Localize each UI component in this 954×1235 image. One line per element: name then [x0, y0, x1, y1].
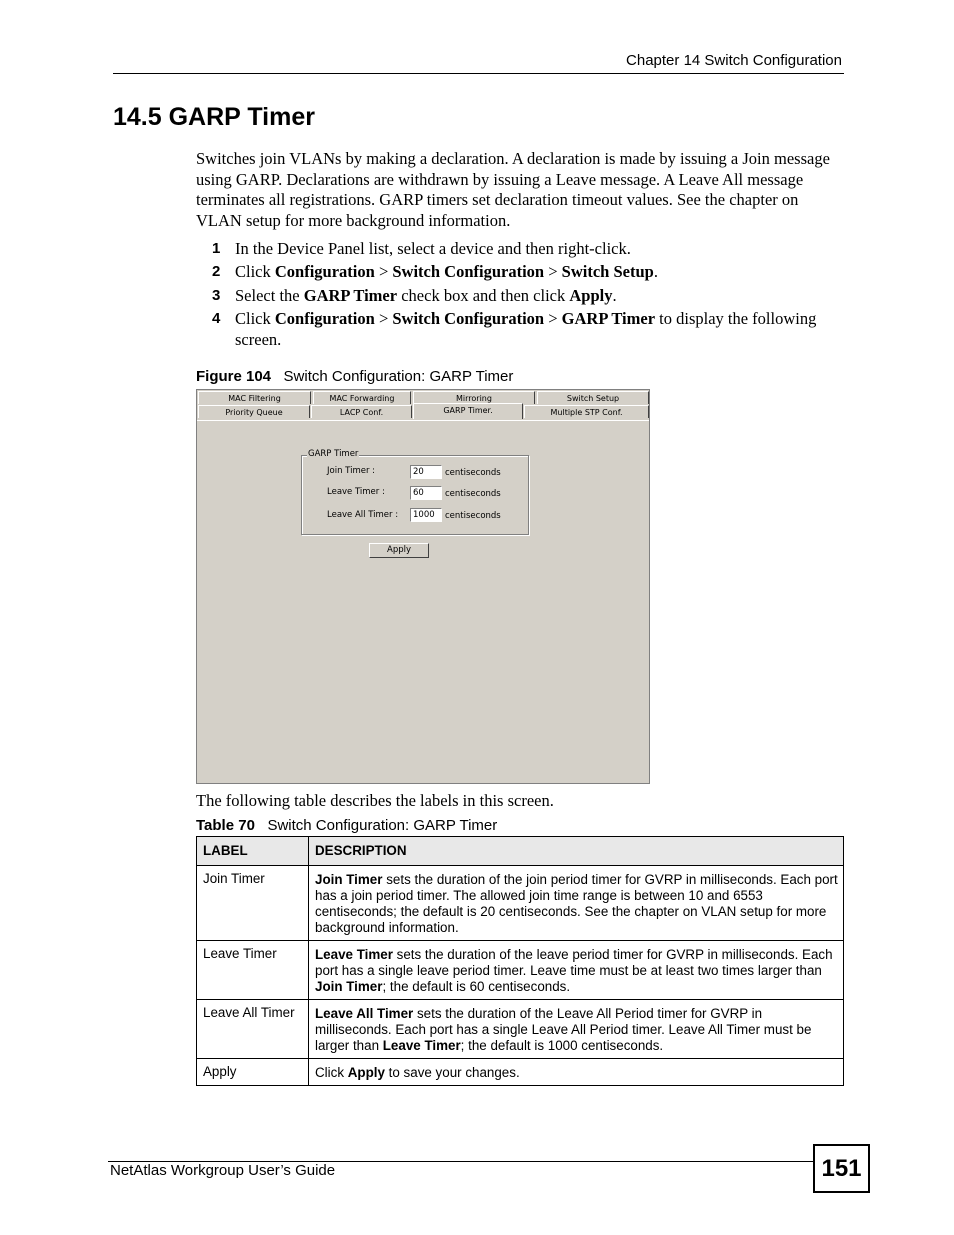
tab-priority-queue[interactable]: Priority Queue — [198, 405, 310, 418]
figure-caption: Figure 104 Switch Configuration: GARP Timer — [196, 368, 514, 385]
row-label: Leave All Timer — [197, 1000, 309, 1059]
table-header-row — [197, 837, 844, 866]
header-divider — [113, 73, 844, 74]
row-label: Apply — [197, 1059, 309, 1086]
guide-title: NetAtlas Workgroup User’s Guide — [110, 1162, 336, 1179]
tab-lacp-conf[interactable]: LACP Conf. — [311, 405, 412, 418]
join-timer-unit: centiseconds — [445, 468, 501, 478]
section-title: 14.5 GARP Timer — [113, 103, 315, 131]
tab-mirroring[interactable]: Mirroring — [413, 391, 535, 404]
row-label: Leave Timer — [197, 941, 309, 1000]
step-4 — [196, 308, 844, 350]
table-row — [197, 1059, 844, 1086]
join-timer-input[interactable]: 20 — [410, 465, 442, 479]
tab-mac-forwarding[interactable]: MAC Forwarding — [313, 391, 411, 404]
label-column-header: LABEL — [197, 837, 309, 866]
leave-all-timer-input[interactable]: 1000 — [410, 508, 442, 522]
step-number: 1 — [212, 240, 221, 257]
table-row — [197, 941, 844, 1000]
step-text: Click Configuration > Switch Configuration > GARP Timer to display the following screen. — [235, 309, 817, 349]
table-intro: The following table describes the labels in this screen. — [196, 791, 554, 810]
leave-timer-unit: centiseconds — [445, 489, 501, 499]
table-row — [197, 1000, 844, 1059]
step-3 — [196, 285, 844, 306]
leave-timer-label: Leave Timer : — [327, 487, 385, 497]
garp-timer-screen — [196, 389, 650, 784]
step-text: Select the GARP Timer check box and then click Apply. — [235, 286, 617, 305]
step-2 — [196, 261, 844, 282]
table-row — [197, 866, 844, 941]
step-1 — [196, 238, 844, 259]
tab-garp-timer[interactable]: GARP Timer. — [413, 403, 523, 419]
description-table — [196, 836, 844, 1086]
tab-multiple-stp-conf[interactable]: Multiple STP Conf. — [524, 405, 649, 418]
row-description: Leave All Timer sets the duration of the Leave All Period timer for GVRP in milliseconds. Each port has a single Leave All Period timer. Leave All Timer must be larger than Leave Timer; the default is 1000 centiseconds. — [309, 1000, 844, 1059]
row-description: Click Apply to save your changes. — [309, 1059, 844, 1086]
chapter-header: Chapter 14 Switch Configuration — [626, 52, 842, 69]
step-number: 2 — [212, 263, 221, 280]
leave-timer-input[interactable]: 60 — [410, 486, 442, 500]
step-number: 4 — [212, 310, 221, 327]
page-number: 151 — [813, 1144, 870, 1193]
tab-baseline — [197, 420, 649, 421]
leave-all-timer-unit: centiseconds — [445, 511, 501, 521]
row-label: Join Timer — [197, 866, 309, 941]
tab-mac-filtering[interactable]: MAC Filtering — [198, 391, 311, 404]
table-caption: Table 70 Switch Configuration: GARP Timer — [196, 817, 498, 834]
intro-paragraph: Switches join VLANs by making a declaration. A declaration is made by issuing a Join message using GARP. Declarations are withdrawn by issuing a Leave message. A Leave All message terminates all registrations. GARP timers set declaration timeout values. See the chapter on VLAN setup for more background information. — [196, 149, 830, 230]
step-number: 3 — [212, 287, 221, 304]
row-description: Leave Timer sets the duration of the leave period timer for GVRP in milliseconds. Each port has a single leave period timer. Leave time must be at least two times larger than Join Timer; the default is 60 centiseconds. — [309, 941, 844, 1000]
row-description: Join Timer sets the duration of the join period timer for GVRP in milliseconds. Each port has a join period timer. The allowed join time range is between 10 and 6553 centiseconds; the default is 20 centiseconds. See the chapter on VLAN setup for more background information. — [309, 866, 844, 941]
leave-all-timer-label: Leave All Timer : — [327, 510, 399, 520]
step-text: Click Configuration > Switch Configuration > Switch Setup. — [235, 262, 658, 281]
join-timer-label: Join Timer : — [327, 466, 376, 476]
groupbox-label: GARP Timer — [308, 449, 359, 459]
description-column-header: DESCRIPTION — [309, 837, 844, 866]
tab-switch-setup[interactable]: Switch Setup — [537, 391, 649, 404]
apply-button[interactable]: Apply — [369, 543, 429, 558]
step-text: In the Device Panel list, select a device and then right-click. — [235, 239, 631, 258]
